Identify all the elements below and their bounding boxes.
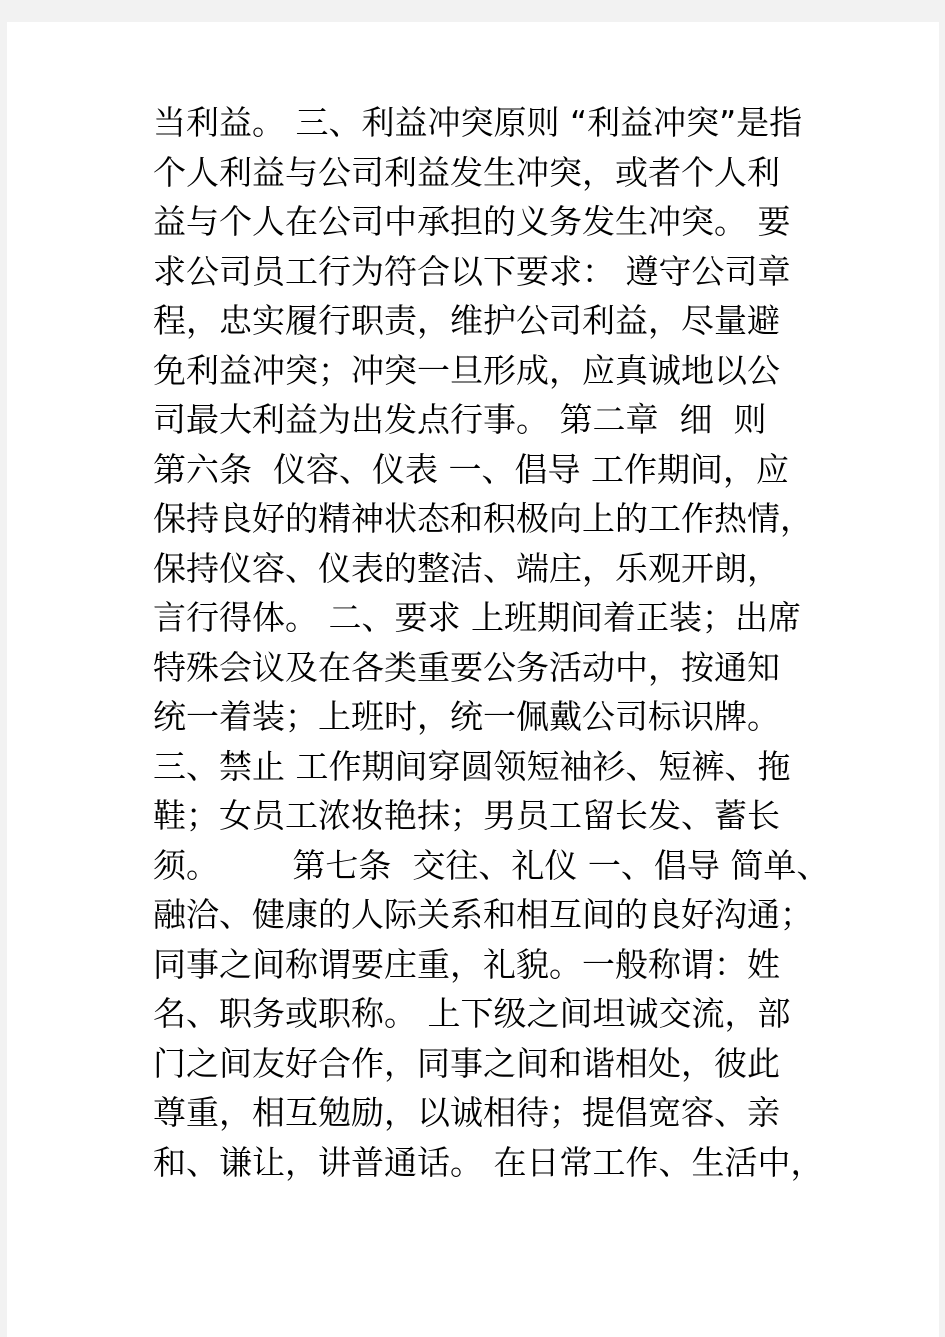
document-page (7, 22, 939, 1337)
text-line: 益与个人在公司中承担的义务发生冲突。 要 (153, 202, 791, 241)
text-line-with-chapter-heading: 司最大利益为出发点行事。 第二章 细 则 (153, 400, 767, 439)
text-line: 三、禁止 工作期间穿圆领短袖衫、短裤、拖 (153, 746, 791, 786)
text-line: 特殊会议及在各类重要公务活动中，按通知 (153, 647, 780, 687)
text-line: 保持仪容、仪表的整洁、端庄，乐观开朗， (153, 548, 780, 588)
text-line: 融洽、健康的人际关系和相互间的良好沟通； (153, 895, 813, 934)
text-line: 言行得体。 二、要求 上班期间着正装；出席 (153, 598, 801, 637)
text-line: 求公司员工行为符合以下要求： 遵守公司章 (153, 251, 791, 291)
text-line: 程，忠实履行职责，维护公司利益，尽量避 (153, 301, 780, 340)
text-line: 统一着装；上班时，统一佩戴公司标识牌。 (153, 697, 780, 736)
text-line: 须。 第七条 交往、礼仪 一、倡导 简单、 (153, 845, 830, 885)
text-line: 门之间友好合作，同事之间和谐相处，彼此 (153, 1043, 780, 1083)
text-line: 当利益。 三、利益冲突原则 “利益冲突”是指 (153, 103, 803, 142)
text-line: 个人利益与公司利益发生冲突，或者个人利 (153, 152, 780, 192)
text-line: 第六条 仪容、仪表 一、倡导 工作期间，应 (153, 449, 789, 489)
text-line: 鞋；女员工浓妆艳抹；男员工留长发、蓄长 (153, 796, 780, 835)
text-line: 同事之间称谓要庄重，礼貌。一般称谓：姓 (153, 944, 780, 984)
text-line: 名、职务或职称。 上下级之间坦诚交流，部 (153, 994, 791, 1033)
text-line: 保持良好的精神状态和积极向上的工作热情， (153, 499, 813, 538)
text-line: 尊重，相互勉励，以诚相待；提倡宽容、亲 (153, 1093, 780, 1132)
document-body-text (153, 98, 853, 1187)
text-line: 和、谦让，讲普通话。 在日常工作、生活中， (153, 1142, 824, 1182)
text-line: 免利益冲突；冲突一旦形成，应真诚地以公 (153, 350, 780, 390)
